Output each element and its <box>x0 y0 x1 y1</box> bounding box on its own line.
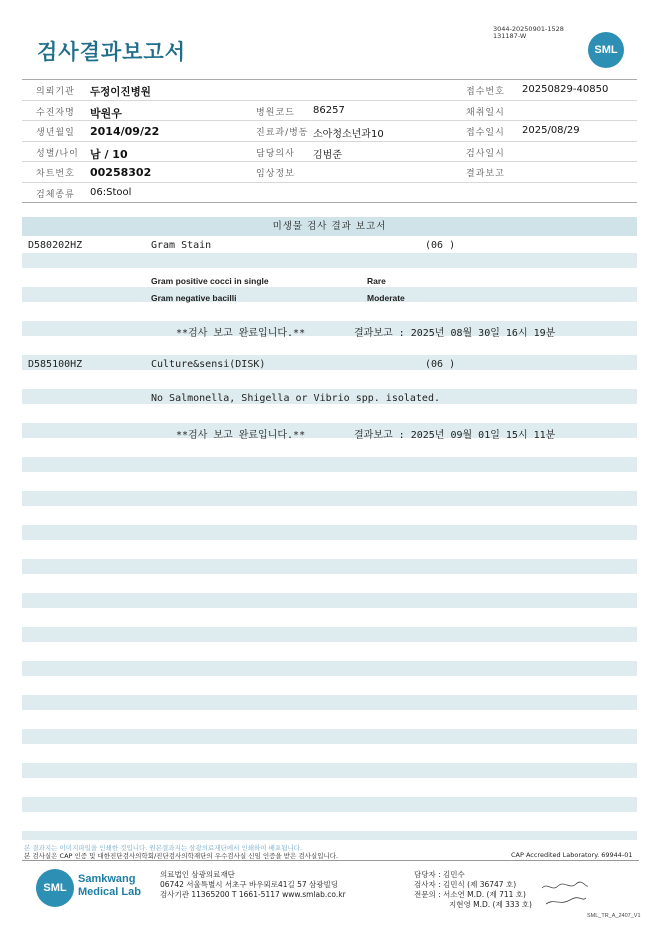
label-sex-age: 성별/나이 <box>36 148 79 159</box>
gram2-value: Moderate <box>367 293 405 303</box>
stripe-row <box>22 831 637 840</box>
value-sex-age: 남 / 10 <box>90 147 128 161</box>
test2-code: D585100HZ <box>28 359 83 370</box>
label-doctor: 담당의사 <box>256 148 295 159</box>
label-birthdate: 생년월일 <box>36 128 75 138</box>
stripe-row <box>22 593 637 608</box>
sml-logo: SML <box>588 32 624 68</box>
stripe-row <box>22 627 637 642</box>
stripe-row <box>22 457 637 472</box>
done1-report-time: 결과보고 : 2025년 08월 30일 16시 19분 <box>354 328 556 339</box>
note-accreditation: 본 검사실은 CAP 인증 및 대한진단검사의학회/진단검사의학재단의 우수검사실 신임 인증을 받은 검사실입니다. <box>24 852 339 860</box>
label-result-report: 결과보고 <box>466 169 505 179</box>
form-code: SML_TR_A_2407_V1 <box>587 913 641 919</box>
stripe-row <box>22 661 637 676</box>
org-contact: 검사기관 11365200 T 1661-5117 www.smlab.co.kr <box>160 890 346 899</box>
value-department: 소아청소년과10 <box>313 129 384 140</box>
stripe-row <box>22 287 637 302</box>
value-receipt-no: 20250829-40850 <box>522 84 609 95</box>
staff-in-charge: 담당자 : 김민수 <box>414 870 465 879</box>
footer-divider <box>22 860 639 861</box>
info-row-1 <box>22 80 637 101</box>
info-row-4 <box>22 142 637 163</box>
stripe-row <box>22 355 637 370</box>
label-chart-no: 차트번호 <box>36 169 75 179</box>
value-specimen: 06:Stool <box>90 186 132 198</box>
value-hospital-code: 86257 <box>313 104 345 116</box>
cap-accreditation: CAP Accredited Laboratory. 69944-01 <box>511 851 633 859</box>
gram1-value: Rare <box>367 276 386 286</box>
tester: 검사자 : 김민식 (제 36747 호) <box>414 880 517 889</box>
value-doctor: 김범준 <box>313 149 342 161</box>
value-requester: 두정이진병원 <box>90 86 151 98</box>
stripe-row <box>22 729 637 744</box>
value-chart-no: 00258302 <box>90 166 152 179</box>
test2-spec: (06 ) <box>425 359 456 370</box>
signature-mark <box>540 880 590 912</box>
logo-text <box>78 873 141 899</box>
label-receipt-no: 접수번호 <box>466 87 505 97</box>
signature-scribble <box>540 880 590 910</box>
stripe-row <box>22 491 637 506</box>
stripe-row <box>22 797 637 812</box>
org-name: 의료법인 삼광의료재단 <box>160 870 235 879</box>
gram2-label: Gram negative bacilli <box>151 293 237 303</box>
specialist-2: 지현영 M.D. (제 333 호) <box>449 900 532 909</box>
label-clinical-info: 임상정보 <box>256 169 295 179</box>
stripe-row <box>22 525 637 540</box>
logo-name1: Samkwang <box>78 873 136 885</box>
info-row-6 <box>22 183 637 204</box>
stripe-row <box>22 763 637 778</box>
label-receipt-date: 접수일시 <box>466 128 505 138</box>
value-receipt-date: 2025/08/29 <box>522 125 580 136</box>
label-requester: 의뢰기관 <box>36 87 75 97</box>
label-hospital-code: 병원코드 <box>256 107 295 118</box>
done2-report-time: 결과보고 : 2025년 09월 01일 15시 11분 <box>354 430 556 441</box>
doc-id-line1: 3044-20250901-1528 <box>493 25 564 33</box>
document-id <box>493 26 564 40</box>
label-collection-time: 채취일시 <box>466 107 505 118</box>
value-birthdate: 2014/09/22 <box>90 125 160 138</box>
stripe-row <box>22 559 637 574</box>
done2-message: **검사 보고 완료입니다.** <box>176 430 306 441</box>
label-patient-name: 수진자명 <box>36 107 75 118</box>
note-image-copy: 본 결과지는 이미지파일을 인쇄한 것입니다. 원본결과지는 삼광의료재단에서 인쇄하여 배포됩니다. <box>24 844 303 852</box>
logo-name2: Medical Lab <box>78 886 141 898</box>
info-row-2 <box>22 101 637 122</box>
org-address: 06742 서울특별시 서초구 바우뫼로41길 57 삼광빌딩 <box>160 880 339 889</box>
done1-message: **검사 보고 완료입니다.** <box>176 328 306 339</box>
test1-spec: (06 ) <box>425 240 456 251</box>
section-title: 미생물 검사 결과 보고서 <box>22 217 637 236</box>
patient-info-table <box>22 79 637 203</box>
page-title: 검사결과보고서 <box>37 40 187 64</box>
culture-result: No Salmonella, Shigella or Vibrio spp. isolated. <box>151 393 440 404</box>
test2-name: Culture&sensi(DISK) <box>151 359 266 370</box>
label-test-date: 검사일시 <box>466 148 505 159</box>
value-patient-name: 박원우 <box>90 106 122 120</box>
info-row-5 <box>22 162 637 183</box>
test1-name: Gram Stain <box>151 240 212 251</box>
stripe-row <box>22 695 637 710</box>
sml-logo-circle: SML <box>36 869 74 907</box>
doc-id-line2: 131187-W <box>493 32 527 40</box>
specialist-1: 전문의 : 서소연 M.D. (제 711 호) <box>414 890 526 899</box>
signatories <box>414 870 532 910</box>
test1-code: D580202HZ <box>28 240 83 251</box>
org-info <box>160 870 346 900</box>
info-row-3 <box>22 121 637 142</box>
gram1-label: Gram positive cocci in single <box>151 276 269 286</box>
label-department: 진료과/병동 <box>256 128 309 138</box>
label-specimen: 검체종류 <box>36 189 75 200</box>
stripe-row <box>22 253 637 268</box>
